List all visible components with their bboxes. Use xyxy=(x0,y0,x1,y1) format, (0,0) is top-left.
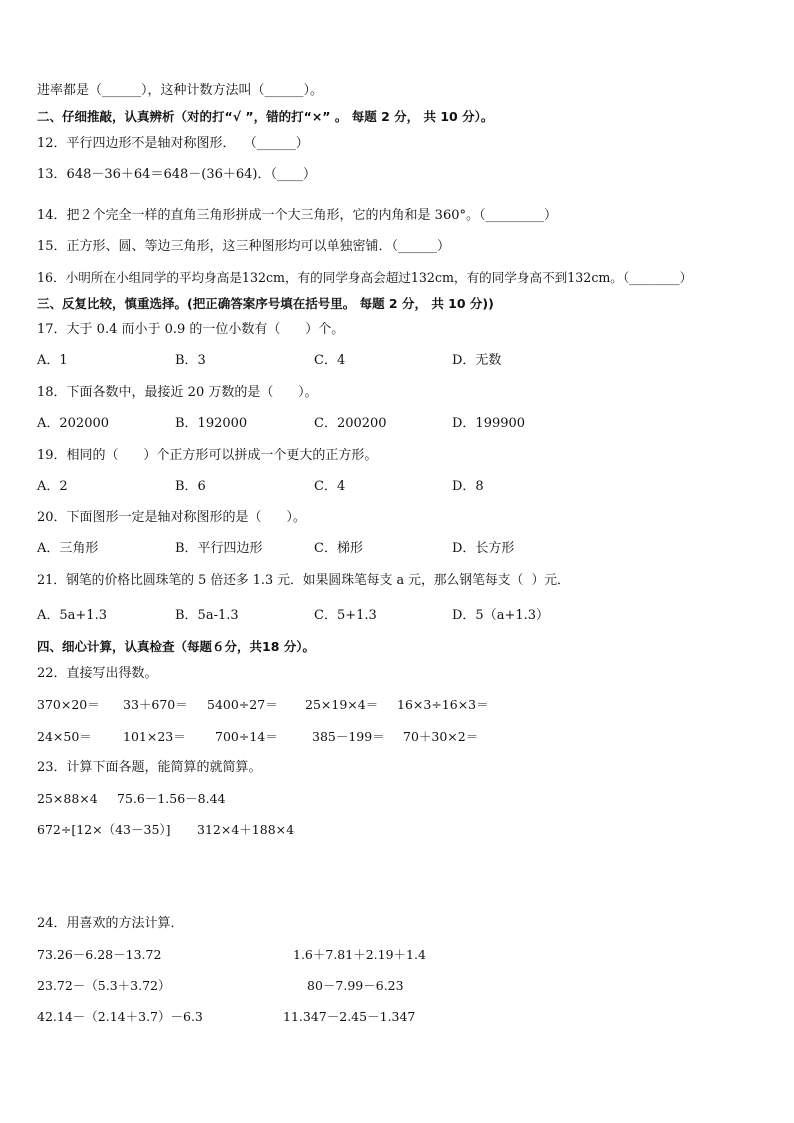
q22-item: 25×19×4＝ xyxy=(305,697,379,712)
q23-item: 25×88×4 xyxy=(37,791,98,806)
q22-item: 70＋30×2＝ xyxy=(403,729,479,744)
q24-item: 42.14－（2.14＋3.7）－6.3 xyxy=(37,1009,203,1024)
question-22-stem: 22．直接写出得数。 xyxy=(37,666,158,681)
question-20-option-c: C．梯形 xyxy=(314,541,363,556)
question-18-stem: 18．下面各数中，最接近 20 万数的是（ ）。 xyxy=(37,385,318,400)
question-18-option-a: A．202000 xyxy=(37,416,110,431)
q23-item: 672÷[12×（43－35）] xyxy=(37,822,171,837)
question-19-option-d: D．8 xyxy=(452,479,484,494)
question-23-stem: 23．计算下面各题，能简算的就简算。 xyxy=(37,760,262,775)
question-17-stem: 17．大于 0.4 而小于 0.9 的一位小数有（ ）个。 xyxy=(37,322,345,337)
q23-item: 312×4＋188×4 xyxy=(197,822,295,837)
question-21-option-d: D．5（a+1.3） xyxy=(452,608,550,623)
question-18-option-d: D．199900 xyxy=(452,416,526,431)
q22-item: 16×3÷16×3＝ xyxy=(397,697,489,712)
question-16: 16．小明所在小组同学的平均身高是132cm，有的同学身高会超过132cm，有的同学身高不到132cm。（________） xyxy=(37,270,693,285)
continued-question-line: 进率都是（______），这种计数方法叫（______）。 xyxy=(37,83,324,98)
question-24-stem: 24．用喜欢的方法计算． xyxy=(37,916,184,931)
question-20-option-a: A．三角形 xyxy=(37,541,99,556)
question-15: 15．正方形、圆、等边三角形，这三种图形均可以单独密铺．（______） xyxy=(37,239,451,254)
q22-item: 24×50＝ xyxy=(37,729,92,744)
question-13: 13．648－36＋64＝648－(36＋64)．（____） xyxy=(37,167,316,182)
question-20-stem: 20．下面图形一定是轴对称图形的是（ ）。 xyxy=(37,510,306,525)
q22-item: 5400÷27＝ xyxy=(207,697,278,712)
question-18-option-b: B．192000 xyxy=(175,416,248,431)
question-17-option-d: D．无数 xyxy=(452,353,502,368)
question-17-option-a: A．1 xyxy=(37,353,68,368)
question-21-option-c: C．5+1.3 xyxy=(314,608,377,623)
question-17-option-c: C．4 xyxy=(314,353,346,368)
question-21-option-a: A．5a+1.3 xyxy=(37,608,107,623)
question-17-option-b: B．3 xyxy=(175,353,206,368)
section-4-title: 四、细心计算，认真检查（每题６分，共18 分）。 xyxy=(37,639,315,654)
question-19-stem: 19．相同的（ ）个正方形可以拼成一个更大的正方形。 xyxy=(37,448,378,463)
q22-item: 33＋670＝ xyxy=(123,697,188,712)
question-14: 14．把２个完全一样的直角三角形拼成一个大三角形，它的内角和是 360°。（_________） xyxy=(37,208,557,223)
question-19-option-b: B．6 xyxy=(175,479,206,494)
q22-item: 370×20＝ xyxy=(37,697,100,712)
section-2-title: 二、仔细推敲，认真辨析（对的打“√ ”，错的打“×” 。 每题 2 分， 共 10 分）。 xyxy=(37,109,494,124)
question-12: 12．平行四边形不是轴对称图形． （______） xyxy=(37,136,309,151)
question-20-option-b: B．平行四边形 xyxy=(175,541,263,556)
q22-item: 101×23＝ xyxy=(123,729,186,744)
q22-item: 385－199＝ xyxy=(312,729,385,744)
question-21-option-b: B．5a-1.3 xyxy=(175,608,239,623)
q24-item: 11.347－2.45－1.347 xyxy=(283,1009,416,1024)
section-3-title: 三、反复比较，慎重选择。(把正确答案序号填在括号里。 每题 2 分， 共 10 分)) xyxy=(37,296,494,311)
q23-item: 75.6－1.56－8.44 xyxy=(117,791,226,806)
question-19-option-a: A．2 xyxy=(37,479,68,494)
question-18-option-c: C．200200 xyxy=(314,416,387,431)
question-19-option-c: C．4 xyxy=(314,479,346,494)
q24-item: 80－7.99－6.23 xyxy=(307,978,404,993)
question-21-stem: 21．钢笔的价格比圆珠笔的 5 倍还多 1.3 元．如果圆珠笔每支 a 元，那么钢笔每支（ ）元． xyxy=(37,573,570,588)
question-20-option-d: D．长方形 xyxy=(452,541,515,556)
q24-item: 1.6＋7.81＋2.19＋1.4 xyxy=(293,947,426,962)
q24-item: 73.26－6.28－13.72 xyxy=(37,947,162,962)
q24-item: 23.72－（5.3＋3.72） xyxy=(37,978,171,993)
q22-item: 700÷14＝ xyxy=(215,729,278,744)
